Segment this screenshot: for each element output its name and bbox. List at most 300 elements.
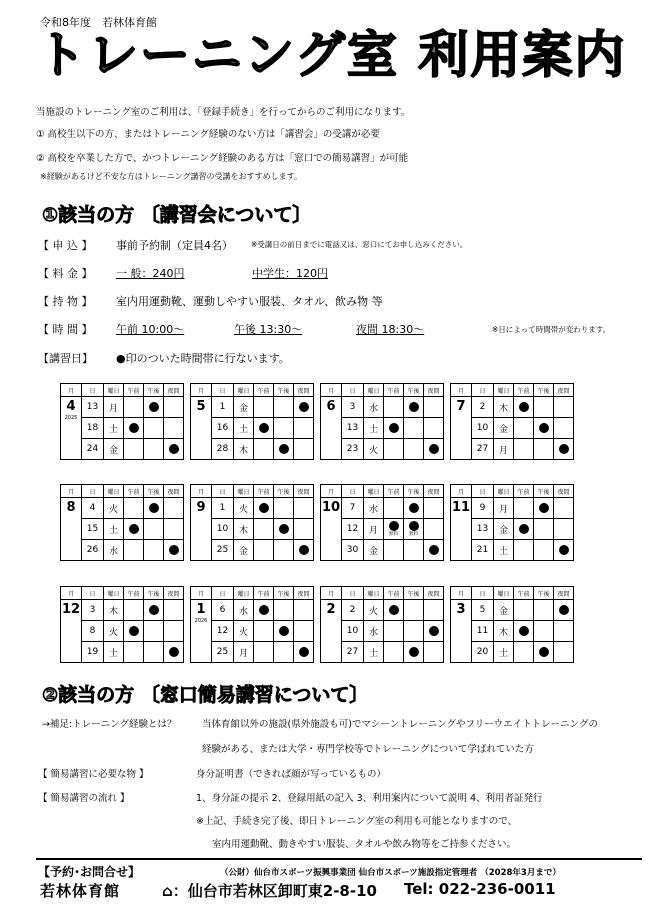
- house-icon: ⌂: [162, 882, 173, 900]
- session-cell: [144, 439, 164, 460]
- session-cell: [534, 397, 554, 418]
- date-cell: 25: [212, 642, 234, 663]
- calendar-header-cell: 月: [451, 384, 472, 397]
- session-cell: [274, 642, 294, 663]
- session-cell: [534, 498, 554, 519]
- session-cell: [124, 600, 144, 621]
- date-cell: 11: [472, 621, 494, 642]
- gap: [444, 397, 451, 418]
- session-cell: [294, 439, 314, 460]
- calendar-header-cell: 曜日: [494, 485, 514, 498]
- date-cell: 10: [472, 418, 494, 439]
- session-cell: [274, 397, 294, 418]
- session-cell: [534, 439, 554, 460]
- session-cell: [534, 642, 554, 663]
- calendar-block: [60, 383, 574, 460]
- date-cell: 3: [82, 600, 104, 621]
- month-label: 9: [196, 500, 206, 515]
- session-cell: [514, 540, 534, 561]
- calendar-header-cell: 午後: [144, 384, 164, 397]
- session-dot: [559, 605, 569, 615]
- calendar-header-cell: 午後: [144, 587, 164, 600]
- session-cell: [164, 397, 184, 418]
- date-cell: 6: [212, 600, 234, 621]
- address: [162, 880, 377, 901]
- session-cell: [384, 519, 404, 540]
- day-label: 【講習日】: [38, 352, 93, 365]
- session-cell: [554, 621, 574, 642]
- session-cell: [424, 498, 444, 519]
- flow-note-1: ※上記、手続き完了後、即日トレーニング室の利用も可能となりますので、: [196, 816, 518, 827]
- year-label: 令和8年度 若林体育館: [40, 16, 157, 29]
- year-label: 2026: [194, 618, 208, 624]
- gap: [184, 540, 191, 561]
- table-row: [61, 519, 574, 540]
- calendar-header-cell: 日: [212, 587, 234, 600]
- calendar-header-cell: 月: [191, 587, 212, 600]
- weekday-cell: 金: [104, 439, 124, 460]
- session-cell: [254, 621, 274, 642]
- session-cell: [164, 519, 184, 540]
- weekday-cell: 金: [494, 600, 514, 621]
- session-cell: [424, 439, 444, 460]
- calendar-header-cell: 月: [191, 485, 212, 498]
- session-cell: [164, 642, 184, 663]
- weekday-cell: 土: [104, 642, 124, 663]
- session-cell: [424, 540, 444, 561]
- session-cell: [124, 397, 144, 418]
- calendar-header-cell: 月: [191, 384, 212, 397]
- session-cell: [554, 498, 574, 519]
- calendar-header-cell: 午後: [274, 587, 294, 600]
- session-cell: [144, 642, 164, 663]
- date-cell: 23: [342, 439, 364, 460]
- address-text: ：仙台市若林区卸町東2-8-10: [172, 882, 377, 900]
- session-cell: [384, 642, 404, 663]
- session-cell: [404, 519, 424, 540]
- session-cell: [554, 519, 574, 540]
- calendar-header-cell: 夜間: [424, 384, 444, 397]
- contact-label: 【予約･お問合せ】: [38, 865, 141, 879]
- session-dot: [279, 524, 289, 534]
- time-am: 午前 10:00～: [116, 323, 185, 336]
- calendar-header-cell: 曜日: [104, 587, 124, 600]
- date-cell: 4: [82, 498, 104, 519]
- gap: [184, 642, 191, 663]
- session-cell: [164, 540, 184, 561]
- date-cell: 16: [212, 418, 234, 439]
- need-label: 【 簡易講習に必要な物 】: [38, 769, 149, 780]
- date-cell: 13: [82, 397, 104, 418]
- session-cell: [274, 621, 294, 642]
- calendar-header-cell: 午前: [514, 384, 534, 397]
- weekday-cell: 木: [234, 439, 254, 460]
- session-cell: [294, 498, 314, 519]
- calendar-header-cell: 日: [472, 485, 494, 498]
- gap: [314, 498, 321, 519]
- weekday-cell: 火: [104, 498, 124, 519]
- session-cell: [404, 439, 424, 460]
- session-cell: [384, 621, 404, 642]
- section1-title: [42, 200, 311, 227]
- session-cell: [144, 397, 164, 418]
- session-dot: [169, 545, 179, 555]
- session-cell: [424, 621, 444, 642]
- session-cell: [294, 418, 314, 439]
- calendar-header-cell: 夜間: [164, 587, 184, 600]
- month-label: 5: [196, 399, 206, 414]
- date-cell: 9: [472, 498, 494, 519]
- session-cell: [254, 519, 274, 540]
- session-cell: [554, 397, 574, 418]
- session-dot: [389, 521, 399, 531]
- gap: [184, 587, 191, 600]
- supplement-text-2: 経験がある、または大学・専門学校等でトレーニングについて学ばれていた方: [202, 744, 534, 755]
- session-cell: [404, 642, 424, 663]
- session-dot: [129, 626, 139, 636]
- date-cell: 19: [82, 642, 104, 663]
- calendar-header-cell: 夜間: [164, 384, 184, 397]
- gap: [444, 498, 451, 519]
- month-label: 10: [321, 500, 341, 515]
- month-label: 1: [196, 602, 206, 617]
- gap: [184, 485, 191, 498]
- date-cell: 1: [212, 397, 234, 418]
- gap: [314, 642, 321, 663]
- intro-line-2: ① 高校生以下の方、またはトレーニング経験のない方は「講習会」の受講が必要: [36, 129, 380, 140]
- weekday-cell: 木: [234, 519, 254, 540]
- calendar-header-cell: 曜日: [234, 587, 254, 600]
- time-eve: 夜間 18:30～: [356, 323, 425, 336]
- session-dot: [169, 647, 179, 657]
- weekday-cell: 水: [364, 498, 384, 519]
- gap: [184, 519, 191, 540]
- session-cell: [534, 540, 554, 561]
- session-cell: [274, 600, 294, 621]
- weekday-cell: 月: [234, 642, 254, 663]
- month-cell: [61, 397, 82, 460]
- session-cell: [534, 418, 554, 439]
- calendar-header-cell: 午後: [404, 587, 424, 600]
- gap: [314, 519, 321, 540]
- month-cell: [451, 600, 472, 663]
- section1-bracket: 〔講習会について〕: [140, 204, 312, 226]
- session-dot: [259, 605, 269, 615]
- calendar-header-cell: 曜日: [494, 587, 514, 600]
- month-cell: [451, 397, 472, 460]
- session-cell: [534, 621, 554, 642]
- free-label: 無料: [409, 531, 418, 537]
- session-cell: [384, 498, 404, 519]
- calendar-header-cell: 夜間: [554, 384, 574, 397]
- supplement-label: →補足:トレーニング経験とは？: [42, 719, 177, 730]
- calendar-header-cell: 午前: [254, 587, 274, 600]
- flow-note-2: 室内用運動靴、動きやすい服装、タオルや飲み物等をご持参ください。: [212, 839, 517, 850]
- session-cell: [164, 498, 184, 519]
- weekday-cell: 木: [494, 397, 514, 418]
- calendar-header-cell: 午前: [384, 485, 404, 498]
- weekday-cell: 月: [364, 519, 384, 540]
- weekday-cell: 金: [494, 519, 514, 540]
- session-dot: [559, 444, 569, 454]
- weekday-cell: 火: [234, 498, 254, 519]
- date-cell: 24: [82, 439, 104, 460]
- calendar-header-cell: 午前: [514, 485, 534, 498]
- calendar-header-cell: 午後: [534, 384, 554, 397]
- calendar-header-cell: 午前: [514, 587, 534, 600]
- footer-divider: [36, 858, 642, 860]
- session-dot: [149, 503, 159, 513]
- weekday-cell: 金: [494, 418, 514, 439]
- gap: [314, 485, 321, 498]
- calendar-header-cell: 月: [61, 485, 82, 498]
- calendar-header-cell: 午前: [254, 384, 274, 397]
- session-cell: [144, 519, 164, 540]
- weekday-cell: 土: [494, 540, 514, 561]
- session-dot: [539, 647, 549, 657]
- day-value: ●印のついた時間帯に行ないます。: [116, 352, 290, 365]
- calendar-header-cell: 夜間: [554, 587, 574, 600]
- gap: [314, 621, 321, 642]
- time-label: 【 時 間 】: [38, 323, 93, 336]
- session-dot: [279, 444, 289, 454]
- calendar-header-cell: 日: [472, 384, 494, 397]
- weekday-cell: 金: [234, 397, 254, 418]
- session-dot: [429, 545, 439, 555]
- date-cell: 18: [82, 418, 104, 439]
- date-cell: 10: [212, 519, 234, 540]
- session-cell: [254, 397, 274, 418]
- calendar-header-cell: 夜間: [554, 485, 574, 498]
- session-cell: [254, 540, 274, 561]
- session-cell: [124, 418, 144, 439]
- session-cell: [254, 418, 274, 439]
- session-cell: [124, 621, 144, 642]
- session-cell: [124, 519, 144, 540]
- gap: [184, 418, 191, 439]
- weekday-cell: 火: [104, 621, 124, 642]
- month-cell: [191, 498, 212, 561]
- session-cell: [124, 540, 144, 561]
- month-label: 12: [61, 602, 81, 617]
- session-dot: [409, 521, 419, 531]
- session-cell: [384, 600, 404, 621]
- weekday-cell: 水: [364, 397, 384, 418]
- session-cell: [554, 418, 574, 439]
- calendar-header-cell: 月: [321, 384, 342, 397]
- weekday-cell: 火: [364, 439, 384, 460]
- session-cell: [534, 519, 554, 540]
- session-cell: [404, 621, 424, 642]
- calendar-header-cell: 曜日: [104, 384, 124, 397]
- table-row: [61, 418, 574, 439]
- table-row: [61, 439, 574, 460]
- calendar-header-cell: 日: [212, 384, 234, 397]
- session-cell: [294, 621, 314, 642]
- date-cell: 2: [472, 397, 494, 418]
- calendar-header-cell: 曜日: [234, 485, 254, 498]
- month-cell: [61, 498, 82, 561]
- gap: [444, 642, 451, 663]
- gap: [444, 439, 451, 460]
- session-cell: [124, 498, 144, 519]
- date-cell: 13: [342, 418, 364, 439]
- calendar-header-cell: 曜日: [494, 384, 514, 397]
- month-label: 2: [326, 602, 336, 617]
- session-dot: [519, 524, 529, 534]
- intro-line-3: ② 高校を卒業した方で、かつトレーニング経験のある方は「窓口での簡易講習」が可能: [36, 153, 409, 164]
- calendar-header-cell: 午後: [274, 384, 294, 397]
- session-cell: [514, 642, 534, 663]
- calendar-header-cell: 月: [61, 384, 82, 397]
- date-cell: 26: [82, 540, 104, 561]
- session-cell: [384, 439, 404, 460]
- table-row: [61, 397, 574, 418]
- gap: [444, 600, 451, 621]
- calendar-header-cell: 夜間: [424, 587, 444, 600]
- session-dot: [409, 503, 419, 513]
- gap: [184, 498, 191, 519]
- date-cell: 8: [82, 621, 104, 642]
- calendar-header-cell: 夜間: [294, 384, 314, 397]
- date-cell: 12: [212, 621, 234, 642]
- calendar-header-cell: 午前: [384, 587, 404, 600]
- weekday-cell: 金: [234, 540, 254, 561]
- session-dot: [259, 503, 269, 513]
- calendar-header-cell: 午前: [124, 384, 144, 397]
- session-cell: [144, 600, 164, 621]
- intro-line-1: 当施設のトレーニング室のご利用は、「登録手続き」を行ってからのご利用になります。: [36, 107, 411, 118]
- calendar-header-cell: 午後: [534, 485, 554, 498]
- gap: [314, 587, 321, 600]
- calendar-header-cell: 午後: [404, 384, 424, 397]
- gap: [184, 397, 191, 418]
- section2-prefix: ②該当の方: [42, 684, 135, 706]
- calendar-header-cell: 日: [82, 587, 104, 600]
- session-cell: [294, 519, 314, 540]
- month-cell: [191, 600, 212, 663]
- weekday-cell: 土: [364, 642, 384, 663]
- calendar-header-cell: 月: [451, 587, 472, 600]
- month-label: 7: [456, 399, 466, 414]
- session-cell: [424, 519, 444, 540]
- session-dot: [409, 647, 419, 657]
- fee-student: 中学生：120円: [252, 267, 328, 280]
- session-cell: [554, 540, 574, 561]
- month-cell: [451, 498, 472, 561]
- section2-title: [42, 680, 368, 707]
- calendar-header-cell: 夜間: [424, 485, 444, 498]
- time-note: ※日によって時間帯が変わります。: [492, 325, 611, 334]
- session-cell: [274, 540, 294, 561]
- gap: [314, 600, 321, 621]
- session-cell: [534, 600, 554, 621]
- session-cell: [514, 498, 534, 519]
- session-dot: [299, 545, 309, 555]
- session-cell: [254, 439, 274, 460]
- calendar-header-cell: 夜間: [164, 485, 184, 498]
- session-cell: [254, 498, 274, 519]
- date-cell: 20: [472, 642, 494, 663]
- free-label: 無料: [389, 531, 398, 537]
- gap: [444, 621, 451, 642]
- gap: [444, 485, 451, 498]
- calendar-header-cell: 午後: [404, 485, 424, 498]
- fee-general: 一 般：240円: [116, 267, 185, 280]
- weekday-cell: 木: [104, 600, 124, 621]
- session-dot: [539, 503, 549, 513]
- date-cell: 25: [212, 540, 234, 561]
- gap: [314, 540, 321, 561]
- session-cell: [164, 439, 184, 460]
- facility-name: 若林体育館: [40, 882, 121, 900]
- date-cell: 28: [212, 439, 234, 460]
- date-cell: 13: [472, 519, 494, 540]
- time-pm: 午後 13:30～: [234, 323, 303, 336]
- date-cell: 12: [342, 519, 364, 540]
- session-dot: [519, 626, 529, 636]
- calendar-block: [60, 586, 574, 663]
- weekday-cell: 土: [104, 519, 124, 540]
- session-cell: [294, 540, 314, 561]
- weekday-cell: 月: [104, 397, 124, 418]
- date-cell: 27: [342, 642, 364, 663]
- session-dot: [389, 605, 399, 615]
- session-dot: [409, 402, 419, 412]
- calendar-header-cell: 日: [472, 587, 494, 600]
- session-cell: [404, 418, 424, 439]
- session-cell: [424, 642, 444, 663]
- weekday-cell: 土: [364, 418, 384, 439]
- session-cell: [404, 600, 424, 621]
- session-cell: [254, 600, 274, 621]
- calendar-header-row: [61, 587, 574, 600]
- calendar-header-cell: 日: [342, 384, 364, 397]
- calendar-header-row: [61, 384, 574, 397]
- calendar-header-cell: 曜日: [364, 384, 384, 397]
- gap: [184, 621, 191, 642]
- items-value: 室内用運動靴、運動しやすい服装、タオル、飲み物 等: [116, 295, 383, 308]
- weekday-cell: 水: [104, 540, 124, 561]
- calendar-header-cell: 夜間: [294, 485, 314, 498]
- session-cell: [554, 439, 574, 460]
- session-cell: [384, 540, 404, 561]
- date-cell: 2: [342, 600, 364, 621]
- date-cell: 30: [342, 540, 364, 561]
- session-cell: [404, 498, 424, 519]
- weekday-cell: 水: [234, 600, 254, 621]
- calendar-header-cell: 午前: [124, 485, 144, 498]
- date-cell: 1: [212, 498, 234, 519]
- session-cell: [294, 397, 314, 418]
- month-cell: [321, 397, 342, 460]
- gap: [444, 384, 451, 397]
- calendar-header-cell: 月: [321, 485, 342, 498]
- session-cell: [164, 418, 184, 439]
- table-row: [61, 498, 574, 519]
- calendar-header-cell: 午前: [254, 485, 274, 498]
- gap: [314, 418, 321, 439]
- calendar-header-cell: 午後: [534, 587, 554, 600]
- supplement-text-1: 当体育館以外の施設(県外施設も可)でマシーントレーニングやフリーウエイトトレーニングの: [202, 719, 598, 730]
- session-cell: [554, 600, 574, 621]
- page-title: トレーニング室 利用案内: [36, 26, 627, 84]
- session-cell: [404, 397, 424, 418]
- session-dot: [389, 423, 399, 433]
- section2-bracket: 〔窓口簡易講習について〕: [140, 684, 369, 706]
- session-cell: [294, 642, 314, 663]
- session-cell: [144, 540, 164, 561]
